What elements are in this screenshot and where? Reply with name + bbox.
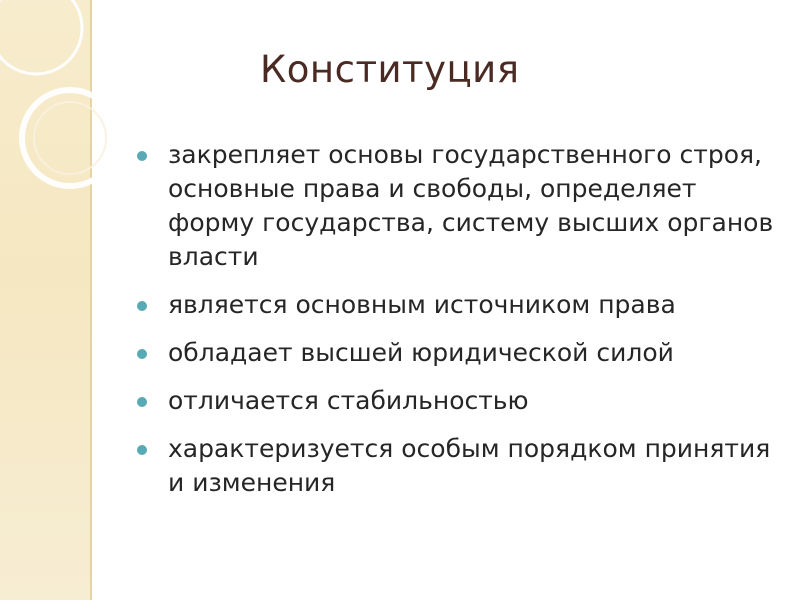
slide-title: Конституция — [260, 48, 520, 91]
bullet-item — [137, 138, 787, 274]
decorative-circles — [0, 0, 160, 240]
bullet-dot-icon — [137, 301, 147, 311]
bullet-text: обладает высшей юридической силой — [168, 338, 674, 367]
bullet-item — [137, 432, 787, 500]
bullet-item — [137, 288, 787, 322]
bullet-text: характеризуется особым порядком принятия и изменения — [168, 434, 771, 497]
bullet-list — [137, 138, 787, 514]
bullet-text: отличается стабильностью — [168, 386, 529, 415]
bullet-dot-icon — [137, 445, 147, 455]
bullet-item — [137, 336, 787, 370]
bullet-item — [137, 384, 787, 418]
bullet-dot-icon — [137, 151, 147, 161]
bullet-dot-icon — [137, 397, 147, 407]
bullet-dot-icon — [137, 349, 147, 359]
bullet-text: закрепляет основы государственного строя, основные права и свободы, определяет форму государства, систему высших органов власти — [168, 140, 774, 271]
bullet-text: является основным источником права — [168, 290, 676, 319]
